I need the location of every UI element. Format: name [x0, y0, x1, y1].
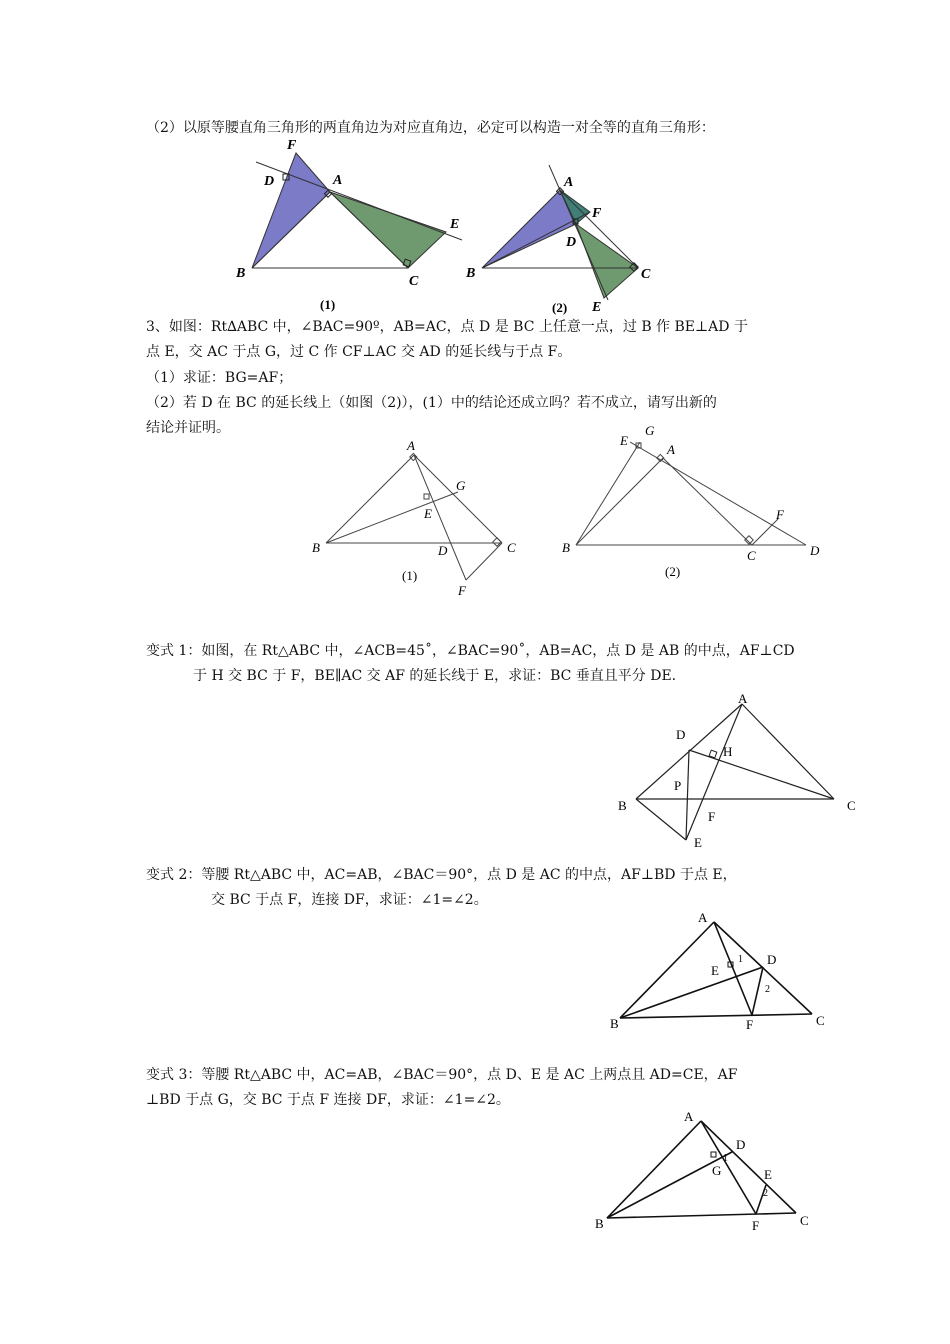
label-angle-2: 2 [765, 984, 770, 995]
label-D: D [767, 952, 777, 967]
fig2-caption: (2) [552, 300, 568, 315]
fig1-caption: (1) [402, 568, 418, 583]
problem3-line2: 点 E，交 AC 于点 G，过 C 作 CF⊥AC 交 AD 的延长线与于点 F。 [146, 344, 572, 360]
label-A: A [407, 438, 415, 453]
label-F: F [458, 583, 466, 598]
variant1-line1: 变式 1：如图，在 Rt△ABC 中，∠ACB=45˚，∠BAC=90˚，AB=AC，点 D 是 AB 的中点，AF⊥CD [146, 643, 795, 659]
label-D: D [566, 235, 577, 250]
label-G: G [712, 1163, 722, 1178]
label-F: F [752, 1218, 760, 1233]
label-F: F [746, 1017, 754, 1032]
label-A: A [564, 175, 574, 190]
label-C: C [641, 267, 651, 282]
label-D: D [438, 543, 448, 558]
label-F: F [592, 206, 602, 221]
label-G: G [645, 423, 655, 438]
label-C: C [507, 540, 516, 555]
label-A: A [698, 910, 708, 925]
label-C: C [800, 1213, 809, 1228]
label-E: E [711, 963, 719, 978]
label-E: E [450, 217, 460, 232]
label-angle-1: 1 [723, 1153, 728, 1164]
label-G: G [456, 478, 466, 493]
label-D: D [676, 727, 686, 742]
label-D: D [810, 543, 820, 558]
variant2-line2: 交 BC 于点 F，连接 DF，求证：∠1=∠2。 [211, 892, 488, 908]
problem3-line5: 结论并证明。 [146, 420, 230, 436]
label-D: D [736, 1137, 746, 1152]
variant2-line1: 变式 2：等腰 Rt△ABC 中，AC=AB，∠BAC＝90°，点 D 是 AC 的中点，AF⊥BD 于点 E， [146, 867, 737, 883]
label-C: C [816, 1013, 825, 1028]
label-A: A [738, 691, 748, 706]
variant3-line1: 变式 3：等腰 Rt△ABC 中，AC=AB，∠BAC＝90°，点 D、E 是 AC 上两点且 AD=CE，AF [146, 1067, 738, 1083]
label-E: E [592, 300, 602, 315]
label-A: A [333, 173, 343, 188]
label-D: D [264, 174, 275, 189]
label-C: C [747, 548, 756, 563]
label-E: E [620, 433, 628, 448]
fig2-caption: (2) [665, 564, 681, 579]
label-B: B [595, 1216, 604, 1231]
label-B: B [312, 540, 320, 555]
problem3-line3: （1）求证：BG=AF； [146, 370, 293, 386]
variant1-line2: 于 H 交 BC 于 F，BE∥AC 交 AF 的延长线于 E，求证：BC 垂直且平分 DE. [193, 668, 677, 684]
label-H: H [723, 744, 733, 759]
label-B: B [618, 798, 627, 813]
label-B: B [236, 266, 246, 281]
label-F: F [287, 138, 297, 153]
problem3-line4: （2）若 D 在 BC 的延长线上（如图（2)），(1）中的结论还成立吗？若不成立，请写出新的 [146, 395, 717, 411]
label-A: A [667, 442, 675, 457]
problem3-line1: 3、如图：Rt∆ABC 中，∠BAC=90º，AB=AC，点 D 是 BC 上任意一点，过 B 作 BE⊥AD 于 [146, 319, 748, 335]
label-F: F [776, 507, 784, 522]
variant3-line2: ⊥BD 于点 G，交 BC 于点 F 连接 DF，求证：∠1=∠2。 [146, 1092, 510, 1108]
fig1-caption: (1) [320, 297, 336, 312]
label-E: E [764, 1167, 772, 1182]
label-P: P [674, 778, 682, 793]
label-A: A [684, 1109, 694, 1124]
label-B: B [610, 1016, 619, 1031]
label-C: C [847, 798, 856, 813]
label-B: B [562, 540, 570, 555]
label-B: B [466, 266, 476, 281]
label-F: F [708, 809, 716, 824]
label-angle-1: 1 [738, 954, 743, 965]
label-C: C [409, 274, 419, 289]
part2-intro: （2）以原等腰直角三角形的两直角边为对应直角边，必定可以构造一对全等的直角三角形： [146, 120, 715, 136]
label-angle-2: 2 [763, 1188, 768, 1199]
label-E: E [424, 506, 432, 521]
label-E: E [694, 835, 702, 850]
